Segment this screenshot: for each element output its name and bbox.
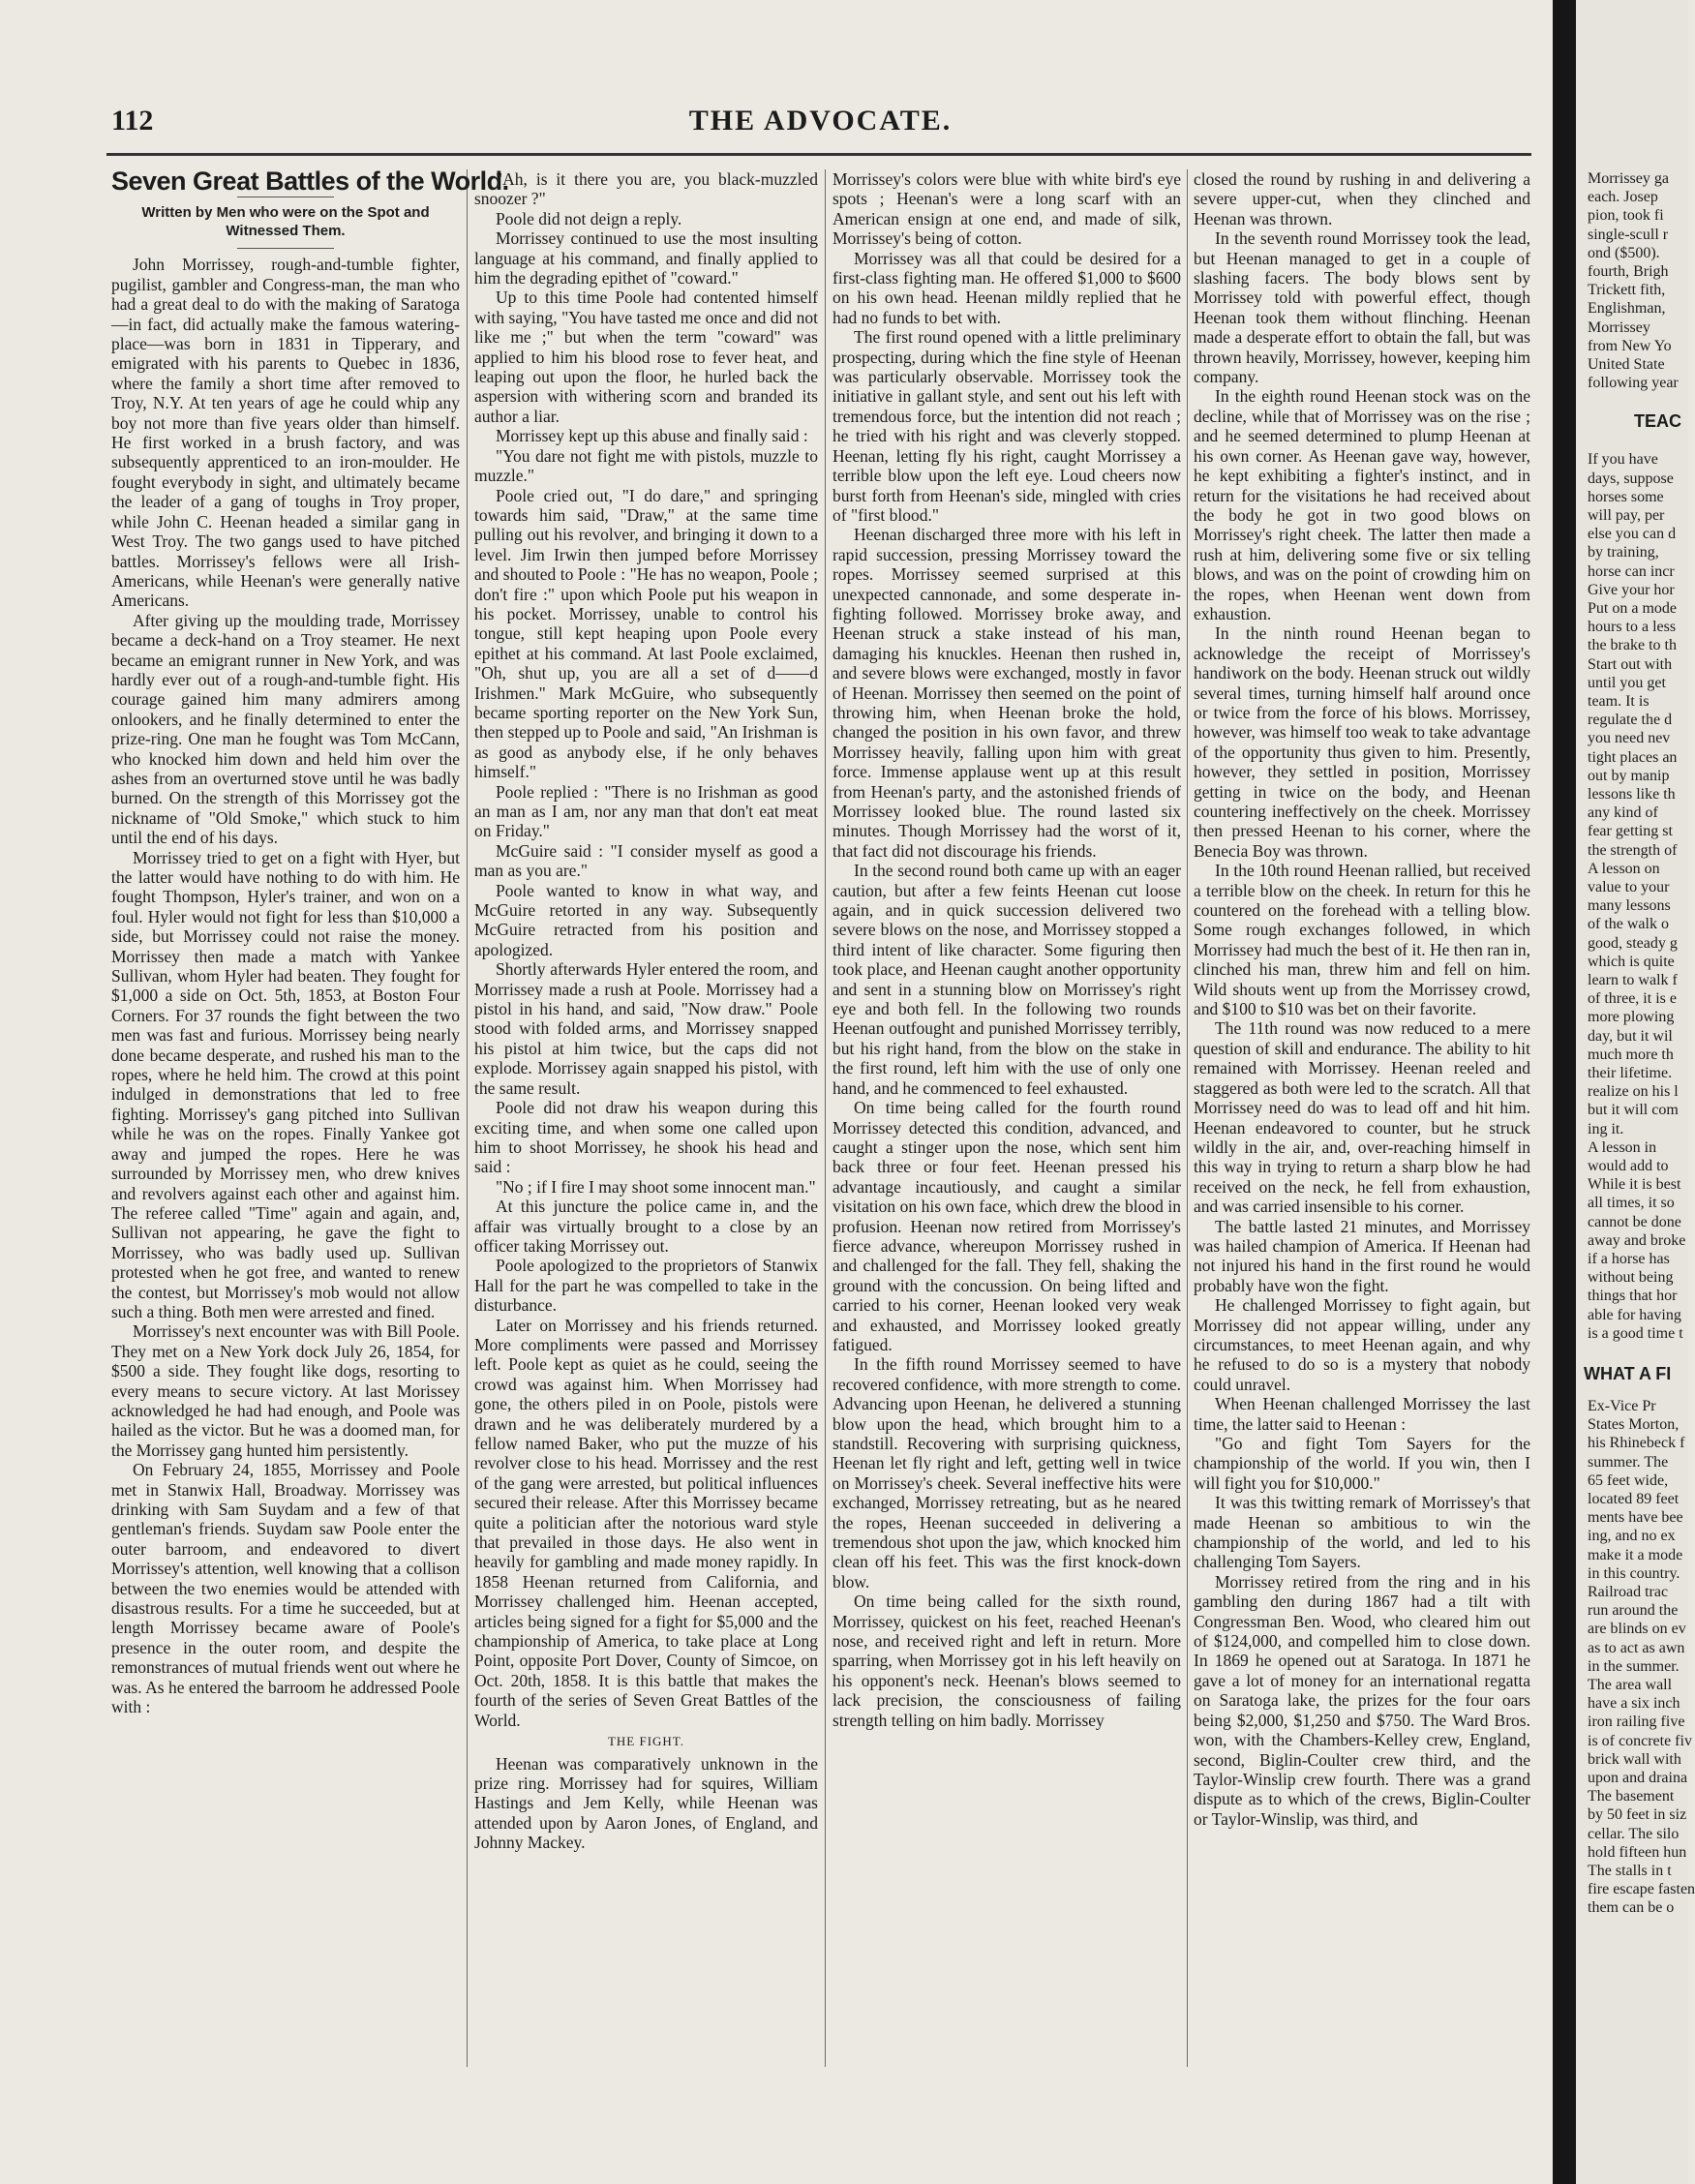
facing-page-line: much more th [1588, 1046, 1674, 1063]
facing-page-line: as to act as awn [1588, 1639, 1685, 1656]
paragraph: The battle lasted 21 minutes, and Morrissey was hailed champion of America. If Heenan had not injured his hand in the first round he would probably have won the fight. [1194, 1216, 1530, 1295]
facing-page-line: realize on his l [1588, 1083, 1679, 1101]
facing-page-line: by 50 feet in siz [1588, 1806, 1687, 1824]
facing-page-line: regulate the d [1588, 712, 1673, 729]
facing-page-line: tight places an [1588, 748, 1678, 766]
paragraph: Poole did not deign a reply. [496, 208, 682, 228]
column-2-body [474, 169, 818, 1730]
facing-page-line: the brake to th [1588, 637, 1677, 654]
paragraph: On time being called for the sixth round, Morrissey, quickest on his feet, reached Heenan's nose, and received right and left in return. More sparring, when Morrissey got in his left heavily on his opponent's neck. Heenan's blows seemed to lack precision, the consciousness of failing strength telling on him badly. Morrissey [832, 1592, 1181, 1730]
facing-page-line: is of concrete fiv [1588, 1732, 1692, 1749]
facing-page-line: The stalls in t [1588, 1863, 1672, 1879]
facing-page-line: single-scull r [1588, 226, 1669, 243]
paragraph: Poole wanted to know in what way, and McGuire retorted in any way. Subsequently McGuire retracted from his position and apologized. [474, 880, 818, 959]
facing-page-line: Start out with [1588, 655, 1673, 673]
facing-page-fragment [1576, 0, 1695, 2184]
facing-page-line: lessons like th [1588, 786, 1676, 803]
facing-page-line: hold fifteen hun [1588, 1843, 1687, 1861]
running-head: THE ADVOCATE. [688, 105, 953, 136]
facing-page-line: value to your [1588, 879, 1670, 895]
facing-page-line: able for having [1588, 1306, 1681, 1323]
facing-page-line: Put on a mode [1588, 600, 1677, 617]
facing-page-line: else you can d [1588, 526, 1677, 543]
facing-page-line: Englishman, [1588, 300, 1666, 318]
facing-page-line: summer. The [1588, 1453, 1669, 1471]
article-column-2 [474, 169, 818, 2067]
facing-page-line: days, suppose [1588, 470, 1674, 487]
facing-page-line: learn to walk f [1588, 972, 1678, 988]
facing-page-heading: WHAT A FI [1584, 1364, 1672, 1383]
paragraph: "Go and fight Tom Sayers for the championship of the world. If you win, then I will fight you for $10,000." [1194, 1434, 1530, 1493]
facing-page-line: good, steady g [1588, 934, 1678, 952]
paragraph: At this juncture the police came in, and the affair was virtually brought to a close by an officer taking Morrissey out. [474, 1197, 818, 1256]
column-divider [1187, 169, 1188, 2067]
facing-page-line: by training, [1588, 544, 1659, 561]
paragraph: McGuire said : "I consider myself as good a man as you are." [474, 840, 818, 881]
facing-page-line: cannot be done [1588, 1213, 1681, 1230]
paragraph: On time being called for the fourth round Morrissey detected this condition, advanced, and caught a stinger upon the nose, which sent him back three or four feet. Heenan pressed his advantage incautiously, and caught a similar visitation on his own face, which drew the blood in profusion. Heenan now retired from Morrissey's fierce advance, whereupon Morrissey rushed in and challenged for the fall. They fell, shaking the ground with the concussion. On being lifted and carried to his corner, Heenan looked very weak and exhausted, and Morrissey looked greatly fatigued. [832, 1098, 1181, 1354]
facing-page-line: of three, it is e [1588, 990, 1677, 1008]
page-gutter [1553, 0, 1576, 2184]
facing-page-line: more plowing [1588, 1009, 1675, 1026]
paragraph: In the ninth round Heenan began to acknowledge the receipt of Morrissey's handiwork on the body. Heenan struck out wildly several times, turning himself half around once or twice from the force of his blows. Morrissey, however, was himself too weak to take advantage of the opportunity thus given to him. Presently, however, they settled in position, Morrissey getting in twice on the body, and Heenan countering ineffectively on the cheek. Morrissey then pressed Heenan to his corner, where the Benecia Boy was thrown. [1194, 623, 1530, 861]
paragraph: Later on Morrissey and his friends returned. More compliments were passed and Morrissey left. Poole kept as quiet as he could, seeing the crowd was against him. When Morrissey had gone, the others piled in on Poole, pistols were drawn and he was deliberately murdered by a fellow named Baker, who put the muzze of his revolver close to his head. Morrissey and the rest of the gang were arrested, but political influences secured their release. After this Morrissey became quite a politician after the notorious ward style that prevailed in those days. He also went in heavily for gambling and made money rapidly. In 1858 Heenan returned from California, and Morrissey challenged him. Heenan accepted, articles being signed for a fight for $5,000 and the championship of America, to take place at Long Point, opposite Port Dover, County of Simcoe, on Oct. 20th, 1858. It is this battle that makes the fourth of the series of Seven Great Battles of the World. [474, 1315, 818, 1730]
facing-page-line: the strength of [1588, 841, 1678, 859]
facing-page-line: ing it. [1588, 1120, 1624, 1138]
facing-page-line: but it will com [1588, 1102, 1679, 1119]
column-2-body-cont [474, 1754, 818, 1853]
facing-page-line: are blinds on ev [1588, 1621, 1686, 1638]
page-number: 112 [111, 105, 154, 136]
facing-page-line: make it a mode [1588, 1546, 1683, 1563]
facing-page-line: away and broke [1588, 1231, 1686, 1249]
article-title: Seven Great Battles of the World. [111, 167, 509, 196]
facing-page-line: have a six inch [1588, 1695, 1680, 1713]
paragraph: "No ; if I fire I may shoot some innocent man." [496, 1176, 816, 1197]
facing-page-line: you need nev [1588, 730, 1671, 747]
facing-page-line: iron railing five [1588, 1714, 1685, 1731]
paragraph: John Morrissey, rough-and-tumble fighter, pugilist, gambler and Congress-man, the man who had a great deal to do with the making of Saratoga—in fact, did actually make the famous watering-place—was born in 1831 in Tipperary, and emigrated with his parents to Quebec in 1836, where the family a short time after removed to Troy, N.Y. At ten years of age he could whip any boy not more than five years older than himself. He first worked in a brush factory, and was subsequently apprenticed to an iron-moulder. He fought everybody in sight, and ultimately became the leader of a gang of toughs in Troy proper, while John C. Heenan headed a similar gang in West Troy. The two gangs used to have pitched battles. Morrissey's fellows were all Irish-Americans, while Heenan's were generally native Americans. [111, 255, 460, 611]
paragraph: He challenged Morrissey to fight again, but Morrissey did not appear willing, under any circumstances, to meet Heenan again, and why he refused to do so is a mystery that nobody could unravel. [1194, 1295, 1530, 1394]
article-column-3 [832, 169, 1181, 2067]
facing-page-line: will pay, per [1588, 507, 1665, 524]
facing-page-line: States Morton, [1588, 1416, 1680, 1434]
column-3-body [832, 169, 1181, 1730]
facing-page-line: things that hor [1588, 1288, 1678, 1305]
facing-page-line: day, but it wil [1588, 1027, 1673, 1045]
facing-page-line: While it is best [1588, 1176, 1681, 1194]
facing-page-line: fear getting st [1588, 823, 1673, 840]
paragraph: In the fifth round Morrissey seemed to have recovered confidence, with more strength to come. Advancing upon Heenan, he delivered a stunning blow upon the head, which brought him to a standstill. Recovering with surprising quickness, Heenan let fly right and left, getting well in twice on Morrissey's cheek. Several ineffective hits were exchanged, Morrissey retreating, but as he neared the ropes, Heenan succeeded in delivering a tremendous shot upon the jaw, which knocked him clean off his feet. This was the first knock-down blow. [832, 1354, 1181, 1592]
facing-page-line: Give your hor [1588, 581, 1675, 598]
facing-page-line: If you have [1588, 451, 1658, 469]
paragraph: It was this twitting remark of Morrissey's that made Heenan so ambitious to win the championship of the world, and led to his challenging Tom Sayers. [1194, 1493, 1530, 1572]
facing-page-line: brick wall with [1588, 1750, 1681, 1768]
facing-page-line: upon and draina [1588, 1770, 1688, 1786]
facing-page-line: Railroad trac [1588, 1584, 1669, 1600]
facing-page-line: Morrissey [1588, 318, 1650, 336]
facing-page-line: his Rhinebeck f [1588, 1435, 1685, 1452]
facing-page-line: of the walk o [1588, 916, 1669, 933]
facing-page-line: fourth, Brigh [1588, 263, 1669, 280]
facing-page-line: pion, took fi [1588, 207, 1664, 225]
paragraph: In the second round both came up with an eager caution, but after a few feints Heenan cut loose again, and in quick succession delivered two severe blows on the nose, and Morrissey stopped a third intent of like character. Some figuring then took place, and Heenan caught another opportunity and sent in a stunning blow on Morrissey's right eye and both fell. In the following two rounds Heenan outfought and punished Morrissey terribly, but his right hand, from the blow on the stake in the first round, left him with the use of only one hand, and he commenced to feel exhausted. [832, 861, 1181, 1098]
paragraph: "Ah, is it there you are, you black-muzzled snoozer ?" [474, 169, 818, 209]
facing-page-line: A lesson on [1588, 860, 1660, 877]
facing-page-line: Ex-Vice Pr [1588, 1398, 1656, 1414]
facing-page-line: horse can incr [1588, 562, 1675, 580]
article-column-1 [111, 167, 509, 2067]
paragraph: The 11th round was now reduced to a mere question of skill and endurance. The ability to hit remained with Morrissey. Heenan reeled and staggered as both were led to the scratch. All that Morrissey need do was to lead off and hit him. Heenan endeavored to counter, but he struck wildly in the air, and, over-reaching himself in this way in trying to return a sharp blow he had received on the neck, he fell from exhaustion, and was carried insensible to his corner. [1194, 1018, 1530, 1217]
facing-page-line: in the summer. [1588, 1657, 1680, 1675]
facing-page-line: would add to [1588, 1158, 1669, 1174]
facing-page-line: ond ($500). [1588, 244, 1660, 261]
paragraph: Up to this time Poole had contented himself with saying, "You have tasted me once and did not like me ;" but when the term "coward" was applied to him his blood rose to fever heat, and leaping out upon the floor, he hurled back the aspersion with withering scorn and branded its author a liar. [474, 288, 818, 426]
paragraph: Heenan was comparatively unknown in the prize ring. Morrissey had for squires, William Hastings and Jem Kelly, while Heenan was attended upon by Aaron Jones, of England, and Johnny Mackey. [474, 1753, 818, 1853]
facing-page-line: team. It is [1588, 693, 1650, 710]
paragraph: Morrissey's next encounter was with Bill Poole. They met on a New York dock July 26, 1854, for $500 a side. They fought like dogs, resorting to every means to secure victory. At last Morissey acknowledged he had had enough, and Poole was hailed as the victor. But he was a doomed man, for the Morrissey gang hunted him persistently. [111, 1321, 460, 1460]
facing-page-line: in this country. [1588, 1564, 1680, 1582]
paragraph: On February 24, 1855, Morrissey and Poole met in Stanwix Hall, Broadway. Morrissey was drinking with Sam Suydam and a few of that gentleman's friends. Suydam saw Poole enter the outer barroom, and endeavored to divert Morrissey's attention, well knowing that a collison between the two enemies would be attended with disastrous results. For a time he succeeded, but at length Morrissey became aware of Poole's presence in the outer room, and despite the remonstrances of mutual friends went out where he was. As he entered the barroom he addressed Poole with : [111, 1460, 460, 1717]
facing-page-line: if a horse has [1588, 1251, 1670, 1267]
facing-page-line: out by manip [1588, 767, 1670, 784]
facing-page-line: ments have bee [1588, 1509, 1683, 1527]
paragraph: Morrissey tried to get on a fight with Hyer, but the latter would have nothing to do with him. He fought Thompson, Hyler's trainer, and won on a foul. Hyler would not fight for less than $10,000 a side, but Morrissey could not raise the money. Morrissey then made a match with Yankee Sullivan, whom Hyler had beaten. They fought for $1,000 a side on Oct. 5th, 1853, at Boston Four Corners. For 37 rounds the fight between the two men was fast and furious. Morrissey being nearly done became desperate, and rushed his man to the ropes, where he held him. The crowd at this point indulged in demonstrations that led to free fighting. Morrissey's gang pitched into Sullivan while he was on the ropes. Finally Yankee got away and jumped the ropes. Here he was surrounded by Morrissey men, who drew knives and revolvers against each other and against him. The referee called "Time" again and again, and, Sullivan not appearing, he gave the fight to Morrissey, who was badly used up. Sullivan protested when he got free, and wanted to renew the contest, but Morrissey's mob would not allow such a thing. Both men were arrested and fined. [111, 847, 460, 1321]
facing-page-line: which is quite [1588, 953, 1675, 970]
article-subtitle: Written by Men who were on the Spot and Witnessed Them. [141, 204, 430, 240]
facing-page-line: The basement [1588, 1788, 1675, 1805]
paragraph: Morrissey kept up this abuse and finally said : [496, 426, 808, 446]
facing-page-line: without being [1588, 1269, 1674, 1287]
facing-page-line: them can be o [1588, 1899, 1675, 1917]
facing-page-line: The area wall [1588, 1677, 1673, 1693]
facing-page-line: run around the [1588, 1602, 1679, 1620]
paragraph: After giving up the moulding trade, Morrissey became a deck-hand on a Troy steamer. He next became an emigrant runner in New York, and was hardly ever out of a rough-and-tumble fight. His courage gained him many admirers among onlookers, and he finally determined to enter the prize-ring. One man he fought was Tom McCann, who knocked him down and held him over the ashes from an overturned stove until he was badly burned. On the strength of this Morrissey got the nickname of "Old Smoke," which stuck to him until the end of his days. [111, 610, 460, 848]
facing-page-line: Morrissey ga [1588, 170, 1669, 187]
facing-page-line: hours to a less [1588, 619, 1677, 636]
paragraph: Poole cried out, "I do dare," and springing towards him said, "Draw," at the same time pulling out his revolver, and bringing it down to a level. Jim Irwin then jumped before Morrissey and shouted to Poole : "He has no weapon, Poole ; don't fire :" upon which Poole put his weapon in his pocket. Morrissey, unable to control his tongue, still kept heaping upon Poole every epithet at his command. At last Poole exclaimed, "Oh, shut up, you are all a set of d——d Irishmen." Mark McGuire, who subsequently became sporting reporter on the New York Sun, then stepped up to Poole and said, "An Irishman is as good as anybody else, if he only behaves himself." [474, 485, 818, 782]
facing-page-line: all times, it so [1588, 1195, 1675, 1212]
facing-page-line: horses some [1588, 488, 1664, 505]
header-rule [106, 153, 1531, 156]
paragraph: In the seventh round Morrissey took the lead, but Heenan managed to get in a couple of slashing facers. The body blows sent by Morrissey told with powerful effect, though Heenan took them without flinching. Heenan made a desperate effort to obtain the fall, but was thrown heavily, Morrissey, however, keeping him company. [1194, 228, 1530, 387]
facing-page-line: ing, and no ex [1588, 1528, 1676, 1545]
page-header [111, 105, 1529, 143]
facing-page-line: their lifetime. [1588, 1065, 1673, 1081]
paragraph: In the eighth round Heenan stock was on the decline, while that of Morrissey was on the rise ; and he seemed determined to plump Heenan at his own corner. As Heenan gave way, however, he kept exhibiting a fighter's instinct, and in return for the visitations he had received about the body he got in two good blows on Morrissey's right cheek. The latter then made a rush at him, delivering some five or six telling blows, and was on the point of crowding him on the ropes, when Heenan went down from exhaustion. [1194, 386, 1530, 623]
paragraph: Morrissey continued to use the most insulting language at his command, and finally applied to him the degrading epithet of "coward." [474, 228, 818, 288]
facing-page-line: from New Yo [1588, 337, 1672, 354]
paragraph: Heenan discharged three more with his left in rapid succession, pressing Morrissey toward the ropes. Morrissey seemed surprised at this unexpected cannonade, and some desperate in-fighting followed. Morrissey broke away, and Heenan struck a stake instead of his man, damaging his knuckles. Heenan then rushed in, and severe blows were exchanged, mostly in favor of Heenan. Morrissey then seemed on the point of throwing him, when Heenan broke the hold, changed the position in his own favor, and threw Morrissey heavily, falling upon him with great force. Immense applause went up at this result from Heenan's party, and the astonished friends of Morrissey looked blue. The round lasted six minutes. Though Morrissey had the worst of it, that fact did not discourage his friends. [832, 525, 1181, 861]
section-heading: THE FIGHT. [607, 1734, 685, 1749]
facing-page-line: fire escape fasten [1588, 1881, 1695, 1898]
article-column-4 [1194, 169, 1530, 2067]
facing-page-line: Trickett fith, [1588, 282, 1666, 299]
paragraph: Morrissey retired from the ring and in his gambling den during 1867 had a tilt with Congressman Ben. Wood, who cleared him out of $124,000, and compelled him to close down. In 1869 he opened out at Saratoga. In 1871 he gave a lot of money for an international regatta on Saratoga lake, the prizes for the four oars being $2,000, $1,250 and $750. The Ward Bros. won, with the Chambers-Kelley crew, England, second, Biglin-Coulter crew third, and the Taylor-Winslip crew fourth. There was a grand dispute as to which of the crews, Biglin-Coulter or Taylor-Winslip, was third, and [1194, 1571, 1530, 1829]
paragraph: Morrissey's colors were blue with white bird's eye spots ; Heenan's were a long scarf with an American ensign at one end, and made of silk, Morrissey's being of cotton. [832, 169, 1181, 249]
facing-page-line: many lessons [1588, 897, 1671, 915]
column-divider [825, 169, 826, 2067]
facing-page-line: until you get [1588, 674, 1666, 691]
paragraph: Poole replied : "There is no Irishman as good an man as I am, nor any man that don't eat meat on Friday." [474, 781, 818, 841]
paragraph: Morrissey was all that could be desired for a first-class fighting man. He offered $1,000 to $600 on his own head. Heenan mildly replied that he had no funds to bet with. [832, 248, 1181, 327]
facing-page-line: any kind of [1588, 804, 1658, 822]
facing-page-line: following year [1588, 375, 1679, 392]
column-1-body [111, 255, 460, 1716]
column-divider [467, 169, 468, 2067]
facing-page-line: 65 feet wide, [1588, 1471, 1669, 1489]
facing-page-line: cellar. The silo [1588, 1825, 1680, 1842]
facing-page-line: located 89 feet [1588, 1491, 1680, 1507]
subtitle-rule [237, 248, 334, 249]
facing-page-line: is a good time t [1588, 1324, 1683, 1342]
paragraph: closed the round by rushing in and delivering a severe upper-cut, when they clinched and Heenan was thrown. [1194, 169, 1530, 228]
paragraph: In the 10th round Heenan rallied, but received a terrible blow on the cheek. In return for this he countered on the forehead with a telling blow. Some rough exchanges followed, in which Morrissey had much the best of it. He then ran in, clinched his man, threw him and fell on him. Wild shouts went up from the Morrissey crowd, and $100 to $10 was bet on their favorite. [1194, 861, 1530, 1019]
paragraph: Poole did not draw his weapon during this exciting time, and when some one called upon him to shoot Morrissey, he shook his head and said : [474, 1098, 818, 1177]
column-4-body [1194, 169, 1530, 1829]
paragraph: When Heenan challenged Morrissey the last time, the latter said to Heenan : [1194, 1394, 1530, 1434]
paragraph: "You dare not fight me with pistols, muzzle to muzzle." [474, 445, 818, 486]
facing-page-line: A lesson in [1588, 1138, 1657, 1156]
paragraph: Poole apologized to the proprietors of Stanwix Hall for the part he was compelled to take in the disturbance. [474, 1256, 818, 1316]
facing-page-line: United State [1588, 356, 1665, 373]
facing-page-heading: TEAC [1634, 411, 1681, 432]
paragraph: The first round opened with a little preliminary prospecting, during which the fine style of Heenan was particularly observable. Morrissey took the initiative in gallant style, and sent out his left with tremendous force, but the intention did not reach ; he tried with his right and was cleverly stopped. Heenan, letting fly his right, caught Morrissey a terrible blow upon the left eye. Loud cheers now burst forth from Heenan's side, mingled with cries of "first blood." [832, 327, 1181, 525]
paragraph: Shortly afterwards Hyler entered the room, and Morrissey made a rush at Poole. Morrissey had a pistol in his hand, and said, "Now draw." Poole stood with folded arms, and Morrissey snapped his pistol at him twice, but the caps did not explode. Morrissey again snapped his pistol, with the same result. [474, 959, 818, 1098]
facing-page-line: each. Josep [1588, 189, 1658, 206]
